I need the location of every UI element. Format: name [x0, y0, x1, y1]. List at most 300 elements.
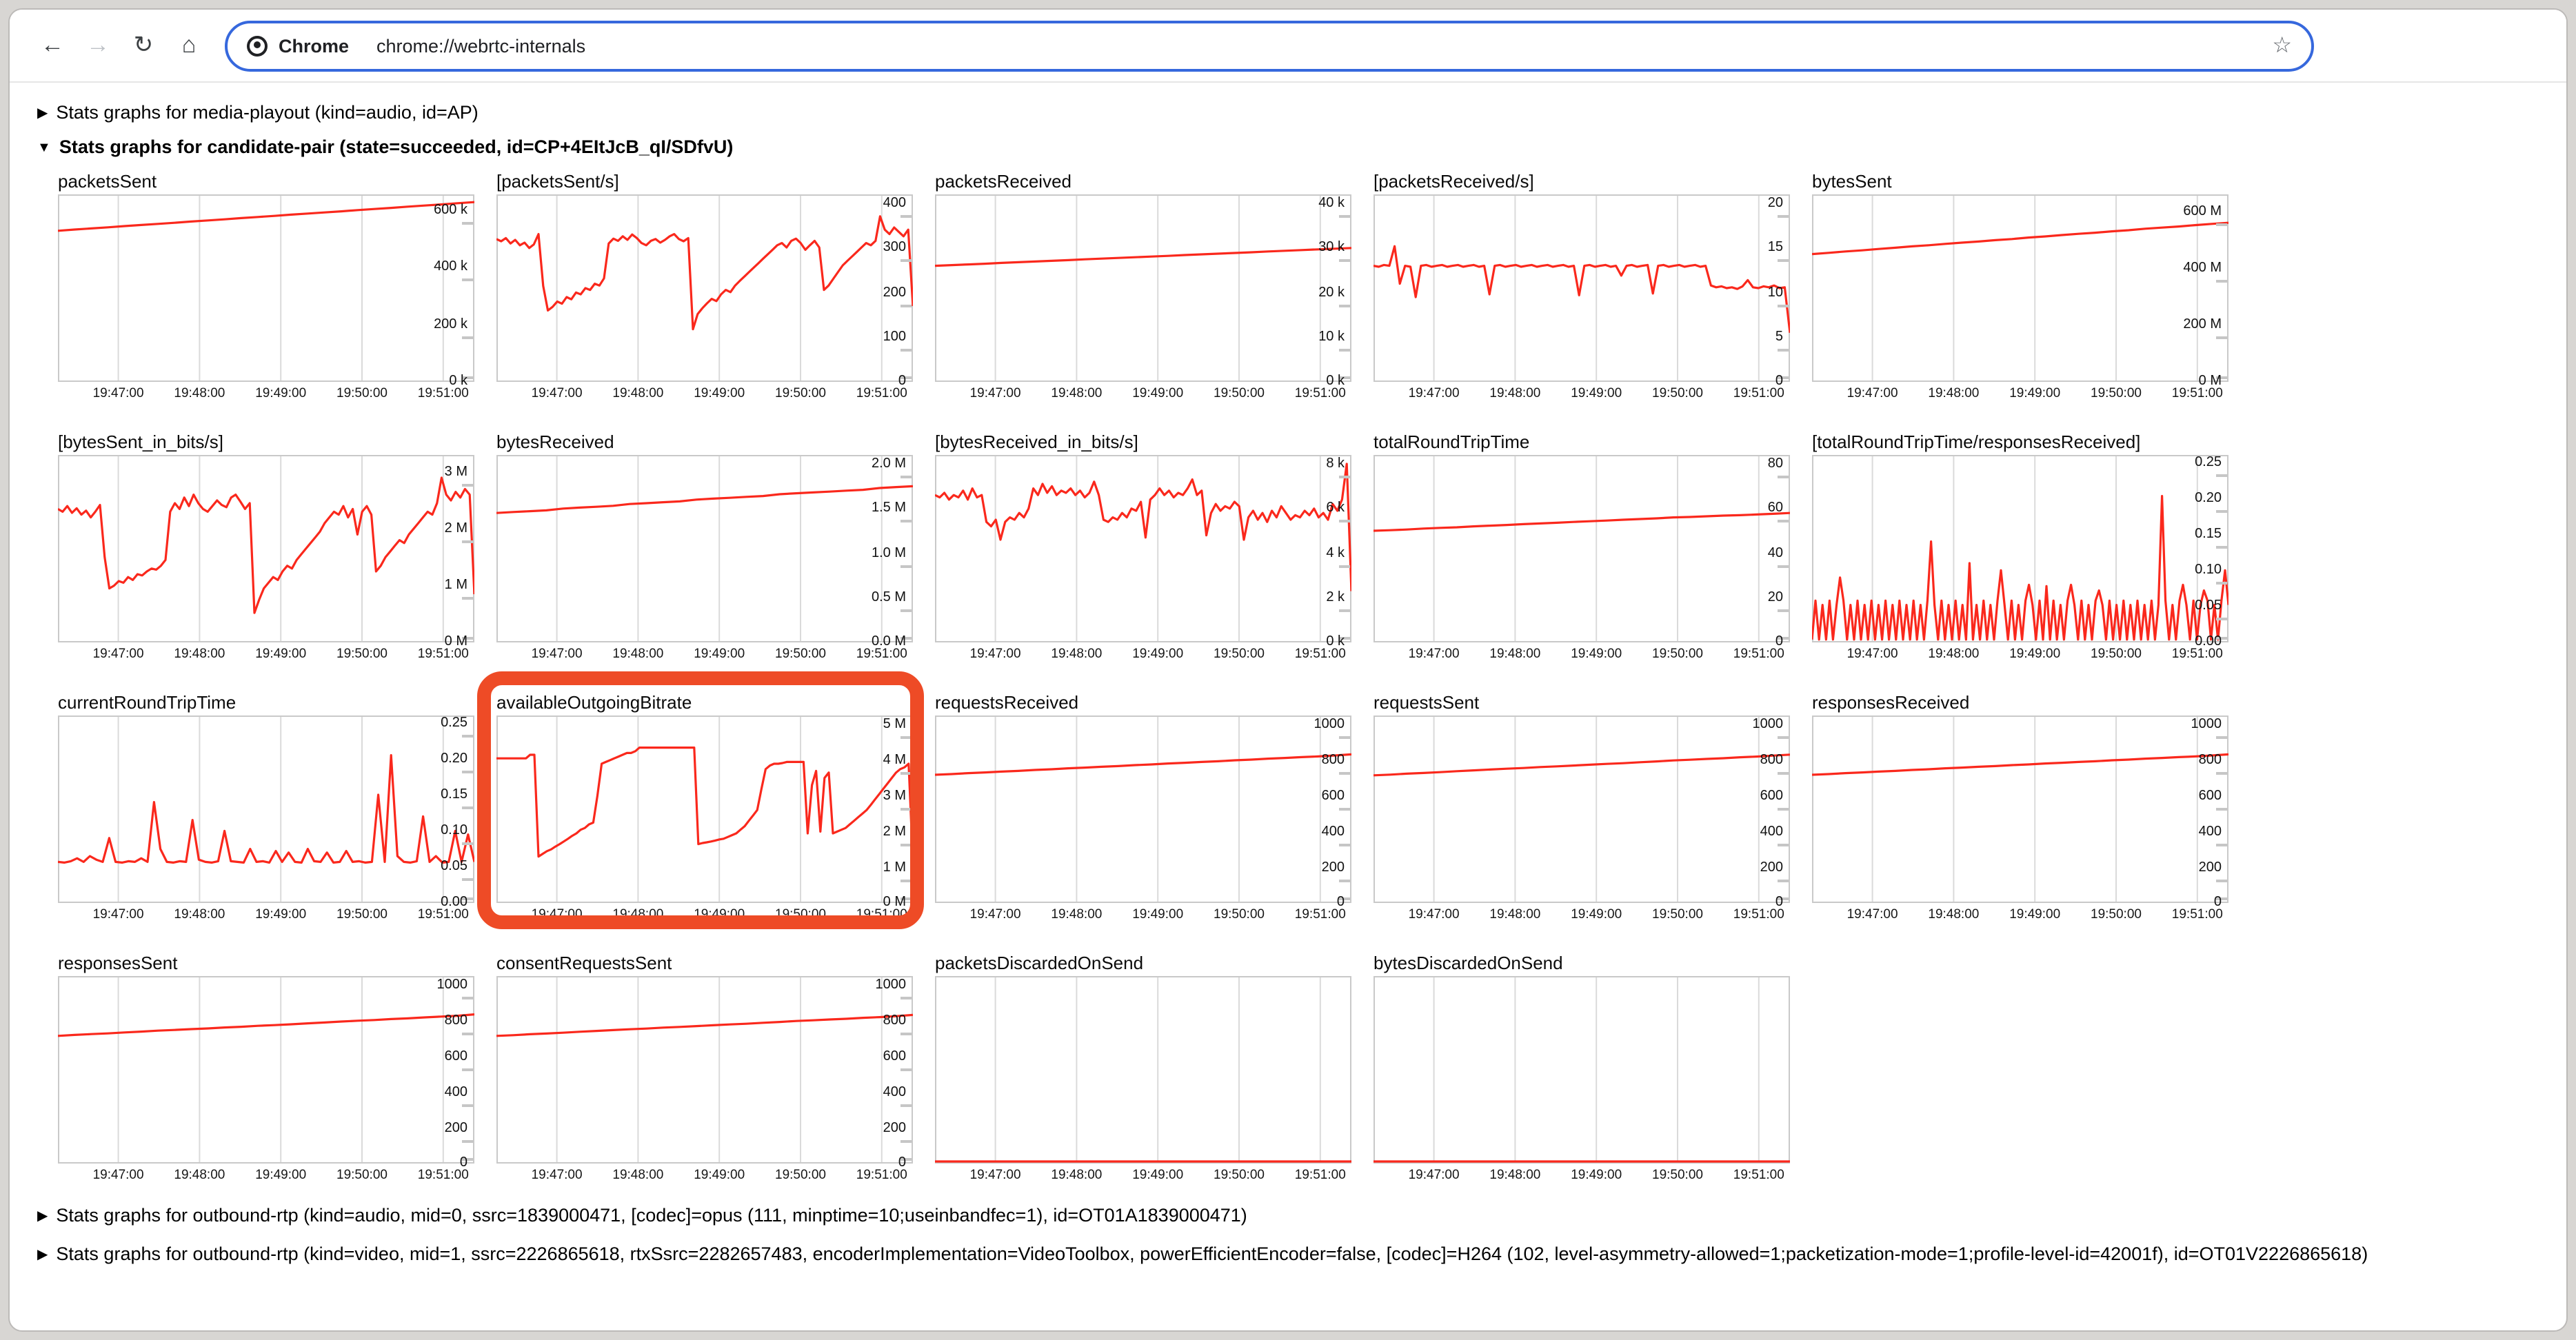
x-tick-label: 19:50:00: [775, 1168, 826, 1184]
x-tick-label: 19:47:00: [1847, 647, 1898, 662]
bookmark-star-icon[interactable]: ☆: [2272, 34, 2292, 58]
y-tick-label: 0 k: [1326, 374, 1345, 389]
x-axis-labels: [496, 383, 913, 403]
home-icon[interactable]: ⌂: [181, 32, 197, 58]
x-axis-labels: [1373, 1164, 1790, 1185]
x-tick-label: 19:51:00: [1733, 386, 1784, 402]
x-axis-labels: [935, 1164, 1351, 1185]
y-tick-label: 400: [1760, 824, 1783, 840]
chart-title: responsesReceived: [1812, 692, 1970, 713]
chart-svg: [1373, 456, 1790, 643]
y-tick-mark: [462, 842, 473, 845]
x-tick-label: 19:51:00: [1733, 907, 1784, 923]
y-tick-mark: [1339, 304, 1350, 307]
y-tick-mark: [462, 997, 473, 999]
x-tick-label: 19:48:00: [1051, 1168, 1103, 1184]
chart-canvas: [496, 195, 913, 389]
chart-svg: [935, 456, 1351, 643]
chart-tile-availableOutgoingBitrate: [496, 693, 913, 924]
chart-canvas: [935, 456, 1351, 650]
x-tick-label: 19:48:00: [612, 907, 664, 923]
chart-svg: [496, 195, 913, 383]
x-tick-label: 19:50:00: [1652, 1168, 1703, 1184]
y-tick-label: 2 M: [444, 521, 467, 537]
x-tick-label: 19:50:00: [1652, 907, 1703, 923]
chart-svg: [935, 195, 1351, 383]
x-tick-label: 19:51:00: [2171, 647, 2223, 662]
y-tick-label: 0.25: [2195, 454, 2222, 470]
y-tick-label: 0.10: [441, 823, 467, 839]
x-tick-label: 19:47:00: [969, 907, 1021, 923]
y-tick-label: 0: [2213, 895, 2222, 911]
chart-canvas: [58, 715, 474, 911]
x-tick-label: 19:49:00: [2009, 907, 2061, 923]
chart-title: availableOutgoingBitrate: [496, 692, 692, 713]
y-tick-label: 20 k: [1318, 285, 1345, 301]
chart-canvas: [1373, 977, 1790, 1164]
url-bar-brand-label: Chrome: [279, 35, 350, 56]
section-outbound-rtp-audio[interactable]: [37, 1204, 2536, 1229]
x-tick-label: 19:50:00: [775, 647, 826, 662]
chart-title: packetsReceived: [935, 171, 1071, 192]
collapsed-triangle-icon: ▶: [37, 1209, 48, 1225]
x-tick-label: 19:51:00: [417, 1168, 469, 1184]
x-tick-label: 19:50:00: [1652, 647, 1703, 662]
y-tick-label: 20: [1767, 195, 1783, 211]
section-outbound-rtp-video[interactable]: [37, 1241, 2536, 1266]
chart-tile-bytesDiscardedOnSend: [1373, 953, 1790, 1185]
y-tick-label: 1000: [875, 977, 906, 993]
x-tick-label: 19:50:00: [336, 386, 388, 402]
y-tick-label: 0.20: [2195, 490, 2222, 506]
chart-canvas: [58, 195, 474, 389]
y-tick-mark: [1339, 807, 1350, 810]
x-axis-labels: [496, 1164, 913, 1185]
x-tick-label: 19:49:00: [255, 647, 307, 662]
x-tick-label: 19:50:00: [1214, 1168, 1265, 1184]
section-title: Stats graphs for outbound-rtp (kind=audio, mid=0, ssrc=1839000471, [codec]=opus (111, minptime=10;useinbandfec=1), id=OT01A1839000471): [56, 1205, 1247, 1226]
y-tick-mark: [462, 878, 473, 881]
y-tick-label: 600: [883, 1048, 906, 1064]
y-tick-mark: [1339, 772, 1350, 775]
y-tick-label: 2 M: [883, 824, 906, 840]
y-tick-label: 1000: [436, 977, 467, 993]
x-tick-label: 19:48:00: [1489, 1168, 1541, 1184]
chart-title: [packetsReceived/s]: [1373, 171, 1534, 192]
y-tick-label: 5: [1775, 329, 1783, 345]
y-tick-mark: [1339, 843, 1350, 846]
bottom-sections: [37, 1204, 2539, 1267]
y-tick-mark: [1778, 304, 1789, 307]
y-tick-label: 10: [1767, 285, 1783, 301]
x-tick-label: 19:49:00: [255, 907, 307, 923]
chart-svg: [1812, 456, 2228, 643]
x-tick-label: 19:47:00: [92, 647, 144, 662]
y-tick-mark: [900, 349, 912, 352]
y-tick-mark: [1778, 476, 1789, 478]
y-tick-mark: [900, 609, 912, 612]
y-tick-mark: [2216, 736, 2227, 739]
y-tick-label: 200: [883, 1120, 906, 1136]
y-tick-label: 6 k: [1326, 500, 1345, 516]
chart-canvas: [58, 456, 474, 650]
y-tick-label: 0: [1336, 895, 1345, 911]
y-tick-label: 0.05: [2195, 598, 2222, 614]
y-tick-label: 600 M: [2183, 203, 2222, 219]
y-tick-label: 200 M: [2183, 317, 2222, 333]
x-tick-label: 19:50:00: [775, 386, 826, 402]
y-tick-mark: [900, 843, 912, 846]
x-tick-label: 19:48:00: [174, 386, 225, 402]
chart-tile-packetsSent: [58, 172, 474, 403]
y-tick-mark: [1778, 772, 1789, 775]
page-frame: [8, 8, 2568, 1332]
x-tick-label: 19:48:00: [174, 907, 225, 923]
chart-svg: [58, 456, 474, 643]
y-tick-label: 5 M: [883, 716, 906, 732]
y-tick-mark: [1778, 879, 1789, 882]
chart-tile-requestsSent: [1373, 693, 1790, 924]
collapsed-triangle-icon: ▶: [37, 1247, 48, 1263]
y-tick-mark: [462, 484, 473, 487]
x-tick-label: 19:50:00: [2091, 386, 2142, 402]
x-tick-label: 19:51:00: [856, 1168, 907, 1184]
y-tick-label: 4 k: [1326, 545, 1345, 561]
x-tick-label: 19:50:00: [1214, 907, 1265, 923]
x-tick-label: 19:47:00: [92, 386, 144, 402]
y-tick-label: 0 M: [444, 634, 467, 650]
y-tick-mark: [1778, 520, 1789, 523]
x-tick-label: 19:49:00: [694, 647, 745, 662]
chart-canvas: [935, 977, 1351, 1164]
y-tick-mark: [1778, 260, 1789, 263]
x-tick-label: 19:49:00: [694, 907, 745, 923]
x-tick-label: 19:47:00: [531, 907, 583, 923]
chart-canvas: [496, 716, 913, 911]
y-tick-label: 0: [459, 1155, 467, 1171]
chart-tile-totalRoundTripTime-responsesReceived: [1812, 432, 2228, 664]
y-tick-label: 0.5 M: [871, 590, 906, 606]
y-tick-label: 0.15: [441, 786, 467, 802]
x-tick-label: 19:49:00: [1132, 907, 1184, 923]
y-tick-label: 600: [2198, 788, 2222, 804]
x-tick-label: 19:49:00: [2009, 386, 2061, 402]
chart-canvas: [935, 716, 1351, 911]
x-tick-label: 19:48:00: [1928, 647, 1980, 662]
forward-icon[interactable]: →: [86, 32, 110, 58]
y-tick-label: 600: [1760, 788, 1783, 804]
y-tick-label: 400: [2198, 824, 2222, 840]
y-tick-label: 200: [1760, 860, 1783, 875]
expanded-triangle-icon: ▼: [37, 141, 51, 156]
y-tick-mark: [900, 1068, 912, 1070]
chart-svg: [935, 716, 1351, 904]
y-tick-label: 4 M: [883, 752, 906, 768]
x-tick-label: 19:47:00: [92, 1168, 144, 1184]
y-tick-label: 800: [883, 1013, 906, 1028]
y-tick-label: 800: [1760, 752, 1783, 768]
y-tick-label: 0.15: [2195, 526, 2222, 542]
x-tick-label: 19:47:00: [1408, 647, 1460, 662]
y-tick-label: 40 k: [1318, 195, 1345, 211]
y-tick-label: 400 M: [2183, 261, 2222, 276]
y-tick-label: 200 k: [434, 316, 467, 332]
chart-svg: [58, 195, 474, 383]
x-tick-label: 19:51:00: [417, 386, 469, 402]
chart-title: [packetsSent/s]: [496, 171, 619, 192]
x-tick-label: 19:50:00: [1652, 386, 1703, 402]
y-tick-mark: [1778, 736, 1789, 739]
y-tick-mark: [2216, 280, 2227, 283]
y-tick-label: 400 k: [434, 259, 467, 275]
y-tick-label: 200: [883, 285, 906, 301]
section-candidate-pair[interactable]: [37, 135, 2539, 160]
y-tick-mark: [2216, 474, 2227, 476]
x-tick-label: 19:48:00: [1051, 907, 1103, 923]
y-tick-mark: [462, 1139, 473, 1142]
y-tick-label: 3 M: [883, 788, 906, 804]
y-tick-label: 1000: [1314, 716, 1345, 732]
x-tick-label: 19:51:00: [1294, 386, 1346, 402]
x-tick-label: 19:48:00: [1489, 647, 1541, 662]
x-tick-label: 19:51:00: [2171, 907, 2223, 923]
y-tick-label: 1.5 M: [871, 500, 906, 516]
y-tick-label: 800: [2198, 752, 2222, 768]
y-tick-mark: [1339, 476, 1350, 478]
x-tick-label: 19:48:00: [612, 647, 664, 662]
y-tick-mark: [2216, 843, 2227, 846]
x-axis-labels: [496, 904, 913, 924]
chart-svg: [58, 977, 474, 1164]
y-tick-mark: [462, 597, 473, 600]
url-text[interactable]: chrome://webrtc-internals: [376, 35, 586, 56]
chart-tile-consentRequestsSent: [496, 953, 913, 1185]
chart-svg: [496, 456, 913, 643]
chart-tile-packetsReceived-s: [1373, 172, 1790, 403]
y-tick-mark: [1778, 349, 1789, 352]
chart-title: consentRequestsSent: [496, 953, 672, 974]
x-axis-labels: [1812, 383, 2228, 403]
x-tick-label: 19:51:00: [856, 386, 907, 402]
x-axis-labels: [1812, 643, 2228, 664]
y-tick-label: 800: [444, 1013, 467, 1028]
x-tick-label: 19:47:00: [1408, 386, 1460, 402]
chart-canvas: [58, 977, 474, 1171]
chart-title: bytesReceived: [496, 432, 614, 453]
x-tick-label: 19:49:00: [1132, 1168, 1184, 1184]
x-tick-label: 19:47:00: [1408, 907, 1460, 923]
x-tick-label: 19:48:00: [1928, 386, 1980, 402]
x-tick-label: 19:50:00: [775, 907, 826, 923]
y-tick-mark: [1339, 349, 1350, 352]
charts-grid: [58, 172, 2539, 1185]
y-tick-label: 2.0 M: [871, 456, 906, 471]
chart-svg: [1373, 195, 1790, 383]
x-tick-label: 19:49:00: [1132, 386, 1184, 402]
chart-tile-responsesReceived: [1812, 693, 2228, 924]
y-tick-label: 300: [883, 240, 906, 256]
chart-canvas: [1812, 454, 2228, 650]
x-tick-label: 19:49:00: [255, 386, 307, 402]
collapsed-triangle-icon: ▶: [37, 106, 48, 121]
chart-title: requestsSent: [1373, 692, 1480, 713]
section-title: Stats graphs for outbound-rtp (kind=video, mid=1, ssrc=2226865618, rtxSsrc=2282657483, encoderImplementation=VideoToolbox, powerEfficientEncoder=false, [codec]=H264 (102, level-asymmetry-allowed=1;packetization-mode=1;profile-level-id=42001f), id=OT01V2226865618): [56, 1243, 2368, 1264]
x-axis-labels: [1373, 383, 1790, 403]
chart-tile-packetsSent-s: [496, 172, 913, 403]
y-tick-mark: [2216, 582, 2227, 585]
x-tick-label: 19:49:00: [1571, 647, 1622, 662]
x-tick-label: 19:48:00: [1051, 386, 1103, 402]
y-tick-mark: [1778, 807, 1789, 810]
y-tick-mark: [900, 565, 912, 567]
chrome-logo-icon: [247, 35, 268, 56]
x-tick-label: 19:51:00: [1294, 907, 1346, 923]
y-tick-mark: [900, 1104, 912, 1106]
y-tick-mark: [462, 734, 473, 737]
x-tick-label: 19:49:00: [255, 1168, 307, 1184]
chart-svg: [1373, 977, 1790, 1164]
y-tick-label: 8 k: [1326, 456, 1345, 471]
y-tick-mark: [900, 520, 912, 523]
x-tick-label: 19:51:00: [856, 647, 907, 662]
chart-canvas: [1373, 195, 1790, 389]
y-tick-label: 0: [898, 374, 906, 389]
section-title: Stats graphs for candidate-pair (state=succeeded, id=CP+4EItJcB_qI/SDfvU): [59, 136, 734, 158]
x-tick-label: 19:47:00: [969, 647, 1021, 662]
y-tick-mark: [1339, 260, 1350, 263]
chart-tile-responsesSent: [58, 953, 474, 1185]
x-tick-label: 19:49:00: [2009, 647, 2061, 662]
x-tick-label: 19:49:00: [694, 1168, 745, 1184]
y-tick-label: 200: [2198, 860, 2222, 875]
chart-title: totalRoundTripTime: [1373, 432, 1530, 453]
y-tick-mark: [462, 1104, 473, 1106]
y-tick-mark: [1339, 879, 1350, 882]
back-icon[interactable]: ←: [41, 32, 64, 58]
chart-tile-packetsDiscardedOnSend: [935, 953, 1351, 1185]
chart-title: packetsSent: [58, 171, 157, 192]
y-tick-mark: [2216, 772, 2227, 775]
chart-svg: [58, 716, 474, 904]
x-tick-label: 19:47:00: [92, 907, 144, 923]
y-tick-mark: [462, 1068, 473, 1070]
x-tick-label: 19:47:00: [1408, 1168, 1460, 1184]
chart-title: responsesSent: [58, 953, 178, 974]
x-tick-label: 19:51:00: [1294, 647, 1346, 662]
y-tick-label: 0: [1775, 895, 1783, 911]
x-tick-label: 19:51:00: [417, 647, 469, 662]
x-tick-label: 19:48:00: [1928, 907, 1980, 923]
x-tick-label: 19:48:00: [612, 1168, 664, 1184]
chart-title: requestsReceived: [935, 692, 1079, 713]
y-tick-mark: [900, 772, 912, 775]
y-tick-mark: [900, 997, 912, 999]
y-tick-mark: [900, 879, 912, 882]
chart-tile-bytesReceived-in-bits-s: [935, 432, 1351, 664]
chart-title: bytesSent: [1812, 171, 1892, 192]
y-tick-mark: [1778, 565, 1789, 567]
chart-canvas: [1373, 716, 1790, 911]
y-tick-label: 1000: [1752, 716, 1783, 732]
y-tick-mark: [2216, 879, 2227, 882]
y-tick-label: 20: [1767, 590, 1783, 606]
y-tick-mark: [462, 540, 473, 543]
x-tick-label: 19:50:00: [1214, 386, 1265, 402]
y-tick-label: 400: [883, 195, 906, 211]
y-tick-label: 60: [1767, 500, 1783, 516]
x-axis-labels: [935, 383, 1351, 403]
section-media-playout[interactable]: [37, 101, 2539, 125]
x-axis-labels: [935, 643, 1351, 664]
x-axis-labels: [58, 1164, 474, 1185]
chart-tile-bytesSent: [1812, 172, 2228, 403]
y-tick-label: 0.25: [441, 715, 467, 731]
url-bar[interactable]: [225, 20, 2314, 71]
x-tick-label: 19:49:00: [1132, 647, 1184, 662]
chart-canvas: [1812, 716, 2228, 911]
y-tick-label: 0: [898, 1155, 906, 1171]
x-tick-label: 19:51:00: [1294, 1168, 1346, 1184]
x-tick-label: 19:50:00: [336, 1168, 388, 1184]
x-axis-labels: [58, 383, 474, 403]
chart-svg: [496, 977, 913, 1164]
x-tick-label: 19:51:00: [1733, 1168, 1784, 1184]
y-tick-label: 600: [1321, 788, 1345, 804]
x-tick-label: 19:48:00: [174, 1168, 225, 1184]
x-axis-labels: [58, 904, 474, 924]
x-tick-label: 19:50:00: [2091, 907, 2142, 923]
chart-tile-packetsReceived: [935, 172, 1351, 403]
y-tick-label: 10 k: [1318, 329, 1345, 345]
y-tick-mark: [900, 476, 912, 478]
y-tick-mark: [1339, 609, 1350, 612]
browser-toolbar: [10, 10, 2566, 83]
y-tick-mark: [1339, 736, 1350, 739]
chart-tile-totalRoundTripTime: [1373, 432, 1790, 664]
y-tick-label: 1 M: [444, 578, 467, 593]
x-axis-labels: [1812, 904, 2228, 924]
x-tick-label: 19:47:00: [531, 1168, 583, 1184]
x-tick-label: 19:47:00: [531, 647, 583, 662]
y-tick-mark: [1339, 520, 1350, 523]
chart-canvas: [496, 456, 913, 650]
y-tick-mark: [2216, 807, 2227, 810]
y-tick-label: 100: [883, 329, 906, 345]
chart-svg: [496, 716, 913, 904]
x-tick-label: 19:47:00: [969, 1168, 1021, 1184]
chart-title: [bytesReceived_in_bits/s]: [935, 432, 1138, 453]
y-tick-label: 80: [1767, 456, 1783, 471]
section-title: Stats graphs for media-playout (kind=audio, id=AP): [56, 102, 479, 123]
y-tick-label: 3 M: [444, 464, 467, 480]
chart-svg: [935, 977, 1351, 1164]
x-tick-label: 19:50:00: [1214, 647, 1265, 662]
y-tick-label: 400: [444, 1084, 467, 1100]
x-axis-labels: [1373, 904, 1790, 924]
y-tick-mark: [900, 807, 912, 810]
x-tick-label: 19:50:00: [2091, 647, 2142, 662]
reload-icon[interactable]: ↻: [133, 32, 154, 58]
y-tick-mark: [462, 336, 473, 339]
x-tick-label: 19:49:00: [1571, 1168, 1622, 1184]
x-tick-label: 19:47:00: [1847, 386, 1898, 402]
y-tick-mark: [1339, 565, 1350, 567]
x-tick-label: 19:49:00: [694, 386, 745, 402]
chart-tile-currentRoundTripTime: [58, 693, 474, 924]
chart-title: [totalRoundTripTime/responsesReceived]: [1812, 432, 2141, 453]
chart-svg: [1373, 716, 1790, 904]
x-tick-label: 19:51:00: [2171, 386, 2223, 402]
